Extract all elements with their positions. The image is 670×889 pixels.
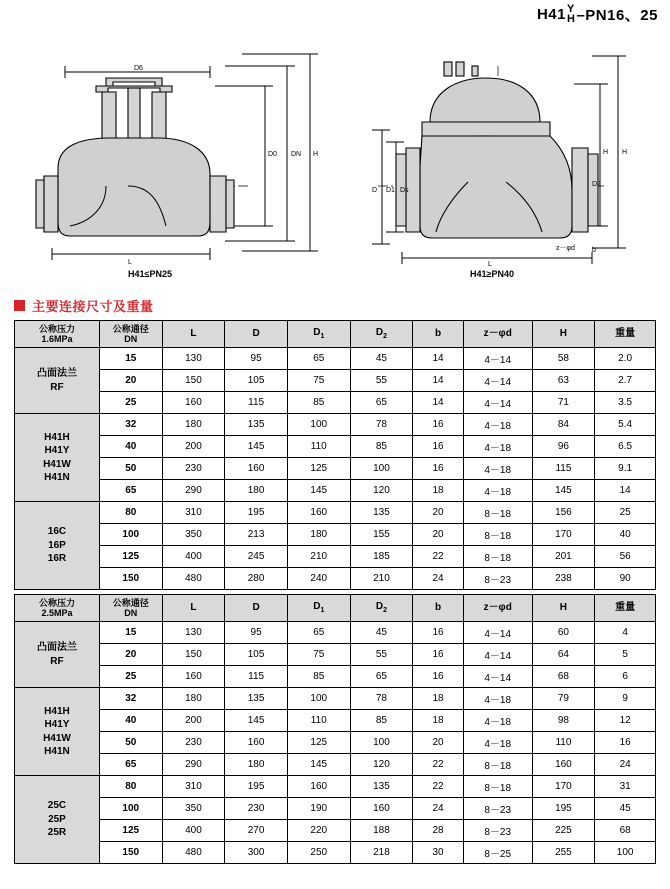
cell-H: 156 bbox=[532, 502, 595, 524]
cell-D: 213 bbox=[225, 524, 288, 546]
cell-b: 16 bbox=[413, 666, 464, 688]
cell-D1: 125 bbox=[287, 458, 350, 480]
cell-weight: 6 bbox=[595, 666, 656, 688]
cell-b: 14 bbox=[413, 392, 464, 414]
cell-D2: 55 bbox=[350, 644, 413, 666]
cell-b: 20 bbox=[413, 502, 464, 524]
cell-H: 110 bbox=[532, 732, 595, 754]
side-label-models: H41H H41Y H41W H41N bbox=[15, 688, 100, 776]
cell-weight: 2.0 bbox=[595, 348, 656, 370]
cell-zphid: 8－23 bbox=[463, 568, 532, 590]
table-row bbox=[15, 732, 656, 754]
side-label-grades: 25C 25P 25R bbox=[15, 776, 100, 864]
cell-L: 230 bbox=[162, 732, 225, 754]
table-row bbox=[15, 392, 656, 414]
table-row bbox=[15, 568, 656, 590]
title-stacked-letters bbox=[567, 5, 575, 24]
cell-dn: 50 bbox=[99, 732, 162, 754]
cell-dn: 25 bbox=[99, 666, 162, 688]
header-D2: $D_2$ bbox=[350, 321, 413, 348]
side-label-grades: 16C 16P 16R bbox=[15, 502, 100, 590]
cell-L: 310 bbox=[162, 502, 225, 524]
table-row bbox=[15, 710, 656, 732]
cell-dn: 150 bbox=[99, 568, 162, 590]
cell-zphid: 4－14 bbox=[463, 370, 532, 392]
cell-D: 230 bbox=[225, 798, 288, 820]
cell-H: 201 bbox=[532, 546, 595, 568]
cell-H: 115 bbox=[532, 458, 595, 480]
header-pressure bbox=[15, 321, 100, 348]
cell-dn: 25 bbox=[99, 392, 162, 414]
label-h: H bbox=[313, 151, 319, 158]
cell-dn: 100 bbox=[99, 524, 162, 546]
cell-b: 28 bbox=[413, 820, 464, 842]
header-D: D bbox=[225, 321, 288, 348]
cell-D2: 218 bbox=[350, 842, 413, 864]
cell-b: 18 bbox=[413, 688, 464, 710]
cell-L: 130 bbox=[162, 622, 225, 644]
cell-L: 150 bbox=[162, 644, 225, 666]
cell-b: 18 bbox=[413, 480, 464, 502]
cell-H: 79 bbox=[532, 688, 595, 710]
header-H: H bbox=[532, 595, 595, 622]
cell-H: 58 bbox=[532, 348, 595, 370]
cell-zphid: 4－18 bbox=[463, 436, 532, 458]
figure-left-caption: H41≤PN25 bbox=[128, 269, 172, 279]
cell-weight: 9.1 bbox=[595, 458, 656, 480]
label-d1: D1 bbox=[386, 187, 395, 194]
table-row bbox=[15, 546, 656, 568]
title-suffix: –PN16、25 bbox=[576, 7, 658, 24]
cell-L: 230 bbox=[162, 458, 225, 480]
cell-zphid: 4－14 bbox=[463, 348, 532, 370]
cell-weight: 45 bbox=[595, 798, 656, 820]
cell-D2: 100 bbox=[350, 732, 413, 754]
cell-D: 135 bbox=[225, 414, 288, 436]
section-heading-text: 主要连接尺寸及重量 bbox=[32, 299, 154, 314]
table-row bbox=[15, 688, 656, 710]
header-pressure bbox=[15, 595, 100, 622]
cell-D2: 85 bbox=[350, 436, 413, 458]
table-row bbox=[15, 436, 656, 458]
cell-weight: 100 bbox=[595, 842, 656, 864]
page-title bbox=[537, 4, 658, 25]
label-dn: DN bbox=[291, 151, 302, 158]
header-L: L bbox=[162, 321, 225, 348]
cell-D: 300 bbox=[225, 842, 288, 864]
cell-H: 84 bbox=[532, 414, 595, 436]
cell-D2: 45 bbox=[350, 348, 413, 370]
cell-L: 400 bbox=[162, 820, 225, 842]
cell-D2: 120 bbox=[350, 480, 413, 502]
cell-b: 16 bbox=[413, 458, 464, 480]
cell-weight: 12 bbox=[595, 710, 656, 732]
label-d6: D6 bbox=[134, 65, 143, 72]
cell-dn: 32 bbox=[99, 414, 162, 436]
header-dn-line2: DN bbox=[124, 334, 138, 344]
cell-dn: 32 bbox=[99, 688, 162, 710]
cell-b: 14 bbox=[413, 370, 464, 392]
header-D1: $D_1$ bbox=[287, 595, 350, 622]
label-d2: Ds bbox=[400, 187, 409, 194]
table-header-row bbox=[15, 321, 656, 348]
cell-dn: 40 bbox=[99, 436, 162, 458]
cell-weight: 24 bbox=[595, 754, 656, 776]
cell-D2: 155 bbox=[350, 524, 413, 546]
header-weight: 重量 bbox=[595, 321, 656, 348]
cell-D1: 160 bbox=[287, 776, 350, 798]
table-row bbox=[15, 622, 656, 644]
cell-weight: 14 bbox=[595, 480, 656, 502]
side-label-models: H41H H41Y H41W H41N bbox=[15, 414, 100, 502]
cell-b: 24 bbox=[413, 798, 464, 820]
cell-dn: 65 bbox=[99, 754, 162, 776]
cell-D: 180 bbox=[225, 480, 288, 502]
cell-H: 238 bbox=[532, 568, 595, 590]
cell-L: 350 bbox=[162, 798, 225, 820]
cell-L: 130 bbox=[162, 348, 225, 370]
title-stack-bottom: H bbox=[566, 12, 576, 25]
cell-H: 96 bbox=[532, 436, 595, 458]
cell-dn: 20 bbox=[99, 644, 162, 666]
cell-dn: 15 bbox=[99, 348, 162, 370]
cell-zphid: 8－25 bbox=[463, 842, 532, 864]
section-heading bbox=[14, 296, 154, 315]
header-D1: $D_1$ bbox=[287, 321, 350, 348]
cell-H: 64 bbox=[532, 644, 595, 666]
cell-H: 195 bbox=[532, 798, 595, 820]
cell-D1: 180 bbox=[287, 524, 350, 546]
cell-weight: 5.4 bbox=[595, 414, 656, 436]
cell-zphid: 4－14 bbox=[463, 666, 532, 688]
side-label-flange: 凸面法兰 RF bbox=[15, 348, 100, 414]
cell-D1: 240 bbox=[287, 568, 350, 590]
cell-dn: 65 bbox=[99, 480, 162, 502]
cell-D2: 78 bbox=[350, 688, 413, 710]
cell-weight: 6.5 bbox=[595, 436, 656, 458]
label-h2: H bbox=[603, 149, 609, 156]
header-dn bbox=[99, 595, 162, 622]
cell-H: 98 bbox=[532, 710, 595, 732]
cell-zphid: 4－18 bbox=[463, 732, 532, 754]
cell-D2: 185 bbox=[350, 546, 413, 568]
table-row bbox=[15, 820, 656, 842]
cell-D: 195 bbox=[225, 502, 288, 524]
cell-L: 180 bbox=[162, 688, 225, 710]
cell-b: 30 bbox=[413, 842, 464, 864]
cell-H: 225 bbox=[532, 820, 595, 842]
cell-zphid: 8－18 bbox=[463, 546, 532, 568]
cell-zphid: 8－23 bbox=[463, 798, 532, 820]
header-dn-line2: DN bbox=[124, 608, 138, 618]
cell-weight: 40 bbox=[595, 524, 656, 546]
cell-dn: 15 bbox=[99, 622, 162, 644]
cell-zphid: 4－18 bbox=[463, 414, 532, 436]
cell-D2: 55 bbox=[350, 370, 413, 392]
label-d2-right: D2 bbox=[592, 181, 601, 188]
label-h: H bbox=[622, 149, 628, 156]
cell-b: 16 bbox=[413, 414, 464, 436]
header-dn-line1: 公称通径 bbox=[112, 597, 149, 608]
table-row bbox=[15, 842, 656, 864]
cell-dn: 125 bbox=[99, 820, 162, 842]
cell-D2: 120 bbox=[350, 754, 413, 776]
cell-H: 68 bbox=[532, 666, 595, 688]
cell-D2: 135 bbox=[350, 502, 413, 524]
label-l: L bbox=[488, 261, 492, 266]
cell-D1: 125 bbox=[287, 732, 350, 754]
cell-weight: 31 bbox=[595, 776, 656, 798]
cell-D1: 75 bbox=[287, 370, 350, 392]
cell-D2: 78 bbox=[350, 414, 413, 436]
cell-b: 16 bbox=[413, 622, 464, 644]
cell-L: 310 bbox=[162, 776, 225, 798]
table-row bbox=[15, 458, 656, 480]
header-H: H bbox=[532, 321, 595, 348]
cell-L: 160 bbox=[162, 392, 225, 414]
cell-D1: 85 bbox=[287, 666, 350, 688]
cell-b: 20 bbox=[413, 524, 464, 546]
cell-D1: 210 bbox=[287, 546, 350, 568]
header-L: L bbox=[162, 595, 225, 622]
table-row bbox=[15, 414, 656, 436]
cell-L: 160 bbox=[162, 666, 225, 688]
label-zphid: z－φd bbox=[556, 245, 575, 252]
header-weight: 重量 bbox=[595, 595, 656, 622]
cell-weight: 5 bbox=[595, 644, 656, 666]
cell-D: 160 bbox=[225, 458, 288, 480]
cell-zphid: 4－18 bbox=[463, 458, 532, 480]
cell-L: 180 bbox=[162, 414, 225, 436]
table-row bbox=[15, 370, 656, 392]
label-d: D bbox=[372, 187, 378, 194]
cell-D1: 65 bbox=[287, 348, 350, 370]
cell-D1: 75 bbox=[287, 644, 350, 666]
cell-weight: 56 bbox=[595, 546, 656, 568]
header-pressure-line1: 公称压力 bbox=[38, 597, 75, 608]
cell-D: 180 bbox=[225, 754, 288, 776]
cell-L: 350 bbox=[162, 524, 225, 546]
cell-b: 24 bbox=[413, 568, 464, 590]
cell-b: 18 bbox=[413, 710, 464, 732]
table-row bbox=[15, 798, 656, 820]
cell-H: 160 bbox=[532, 754, 595, 776]
cell-D2: 210 bbox=[350, 568, 413, 590]
label-d0: D0 bbox=[268, 151, 277, 158]
header-zphid: z－φd bbox=[463, 321, 532, 348]
header-pressure-line2: 1.6MPa bbox=[41, 334, 73, 344]
spec-table-2 bbox=[14, 594, 656, 864]
cell-D1: 110 bbox=[287, 710, 350, 732]
cell-weight: 2.7 bbox=[595, 370, 656, 392]
cell-D1: 100 bbox=[287, 688, 350, 710]
cell-H: 170 bbox=[532, 776, 595, 798]
cell-D1: 145 bbox=[287, 480, 350, 502]
cell-L: 400 bbox=[162, 546, 225, 568]
cell-zphid: 8－18 bbox=[463, 524, 532, 546]
label-l: L bbox=[128, 259, 132, 266]
cell-H: 255 bbox=[532, 842, 595, 864]
cell-dn: 40 bbox=[99, 710, 162, 732]
cell-L: 290 bbox=[162, 754, 225, 776]
cell-zphid: 4－14 bbox=[463, 622, 532, 644]
cell-D2: 188 bbox=[350, 820, 413, 842]
cell-D: 135 bbox=[225, 688, 288, 710]
title-stack-top: Y bbox=[566, 3, 575, 16]
cell-zphid: 4－18 bbox=[463, 710, 532, 732]
cell-dn: 80 bbox=[99, 502, 162, 524]
cell-D1: 250 bbox=[287, 842, 350, 864]
cell-D1: 220 bbox=[287, 820, 350, 842]
table-row bbox=[15, 644, 656, 666]
cell-b: 22 bbox=[413, 776, 464, 798]
header-pressure-line2: 2.5MPa bbox=[41, 608, 73, 618]
cell-dn: 125 bbox=[99, 546, 162, 568]
cell-weight: 9 bbox=[595, 688, 656, 710]
cell-D: 195 bbox=[225, 776, 288, 798]
cell-D: 115 bbox=[225, 392, 288, 414]
figure-right bbox=[360, 26, 660, 266]
header-b: b bbox=[413, 595, 464, 622]
header-dn bbox=[99, 321, 162, 348]
cell-b: 20 bbox=[413, 732, 464, 754]
header-D: D bbox=[225, 595, 288, 622]
cell-D1: 145 bbox=[287, 754, 350, 776]
cell-D2: 100 bbox=[350, 458, 413, 480]
label-b: b bbox=[592, 247, 596, 254]
section-marker-icon bbox=[14, 300, 25, 311]
cell-H: 170 bbox=[532, 524, 595, 546]
cell-b: 22 bbox=[413, 754, 464, 776]
cell-D: 160 bbox=[225, 732, 288, 754]
cell-D: 115 bbox=[225, 666, 288, 688]
cell-weight: 68 bbox=[595, 820, 656, 842]
side-label-flange: 凸面法兰 RF bbox=[15, 622, 100, 688]
cell-H: 71 bbox=[532, 392, 595, 414]
cell-b: 22 bbox=[413, 546, 464, 568]
table-row bbox=[15, 502, 656, 524]
cell-L: 290 bbox=[162, 480, 225, 502]
cell-dn: 80 bbox=[99, 776, 162, 798]
cell-D: 245 bbox=[225, 546, 288, 568]
figure-left bbox=[10, 26, 350, 266]
cell-D: 280 bbox=[225, 568, 288, 590]
cell-weight: 90 bbox=[595, 568, 656, 590]
cell-D1: 85 bbox=[287, 392, 350, 414]
cell-dn: 150 bbox=[99, 842, 162, 864]
table-row bbox=[15, 776, 656, 798]
cell-D: 95 bbox=[225, 622, 288, 644]
cell-D2: 45 bbox=[350, 622, 413, 644]
cell-D: 270 bbox=[225, 820, 288, 842]
cell-weight: 4 bbox=[595, 622, 656, 644]
title-prefix: H41 bbox=[536, 6, 566, 23]
cell-b: 14 bbox=[413, 348, 464, 370]
cell-zphid: 8－18 bbox=[463, 502, 532, 524]
cell-dn: 50 bbox=[99, 458, 162, 480]
cell-zphid: 8－18 bbox=[463, 776, 532, 798]
table-row bbox=[15, 480, 656, 502]
header-b: b bbox=[413, 321, 464, 348]
cell-D2: 135 bbox=[350, 776, 413, 798]
header-pressure-line1: 公称压力 bbox=[38, 323, 75, 334]
table-row bbox=[15, 754, 656, 776]
table-row bbox=[15, 666, 656, 688]
cell-H: 60 bbox=[532, 622, 595, 644]
cell-L: 200 bbox=[162, 710, 225, 732]
cell-zphid: 4－18 bbox=[463, 480, 532, 502]
cell-weight: 16 bbox=[595, 732, 656, 754]
cell-D: 145 bbox=[225, 436, 288, 458]
cell-D1: 110 bbox=[287, 436, 350, 458]
cell-L: 480 bbox=[162, 842, 225, 864]
cell-weight: 3.5 bbox=[595, 392, 656, 414]
cell-L: 200 bbox=[162, 436, 225, 458]
cell-D: 145 bbox=[225, 710, 288, 732]
cell-L: 150 bbox=[162, 370, 225, 392]
header-D2: $D_2$ bbox=[350, 595, 413, 622]
cell-weight: 25 bbox=[595, 502, 656, 524]
cell-D2: 65 bbox=[350, 392, 413, 414]
cell-D: 105 bbox=[225, 644, 288, 666]
cell-D: 105 bbox=[225, 370, 288, 392]
cell-D: 95 bbox=[225, 348, 288, 370]
cell-L: 480 bbox=[162, 568, 225, 590]
header-dn-line1: 公称通径 bbox=[112, 323, 149, 334]
cell-D1: 100 bbox=[287, 414, 350, 436]
cell-D1: 190 bbox=[287, 798, 350, 820]
cell-dn: 100 bbox=[99, 798, 162, 820]
cell-zphid: 4－18 bbox=[463, 688, 532, 710]
spec-table-1 bbox=[14, 320, 656, 590]
cell-zphid: 8－23 bbox=[463, 820, 532, 842]
cell-H: 63 bbox=[532, 370, 595, 392]
table-row bbox=[15, 348, 656, 370]
cell-D2: 160 bbox=[350, 798, 413, 820]
header-zphid: z－φd bbox=[463, 595, 532, 622]
cell-b: 16 bbox=[413, 644, 464, 666]
table-header-row bbox=[15, 595, 656, 622]
cell-D2: 65 bbox=[350, 666, 413, 688]
cell-D1: 160 bbox=[287, 502, 350, 524]
cell-b: 16 bbox=[413, 436, 464, 458]
figure-right-caption: H41≥PN40 bbox=[470, 269, 514, 279]
cell-H: 145 bbox=[532, 480, 595, 502]
table-row bbox=[15, 524, 656, 546]
cell-zphid: 4－14 bbox=[463, 392, 532, 414]
cell-zphid: 8－18 bbox=[463, 754, 532, 776]
cell-D2: 85 bbox=[350, 710, 413, 732]
cell-dn: 20 bbox=[99, 370, 162, 392]
cell-zphid: 4－14 bbox=[463, 644, 532, 666]
drawings-area bbox=[0, 26, 670, 286]
cell-D1: 65 bbox=[287, 622, 350, 644]
